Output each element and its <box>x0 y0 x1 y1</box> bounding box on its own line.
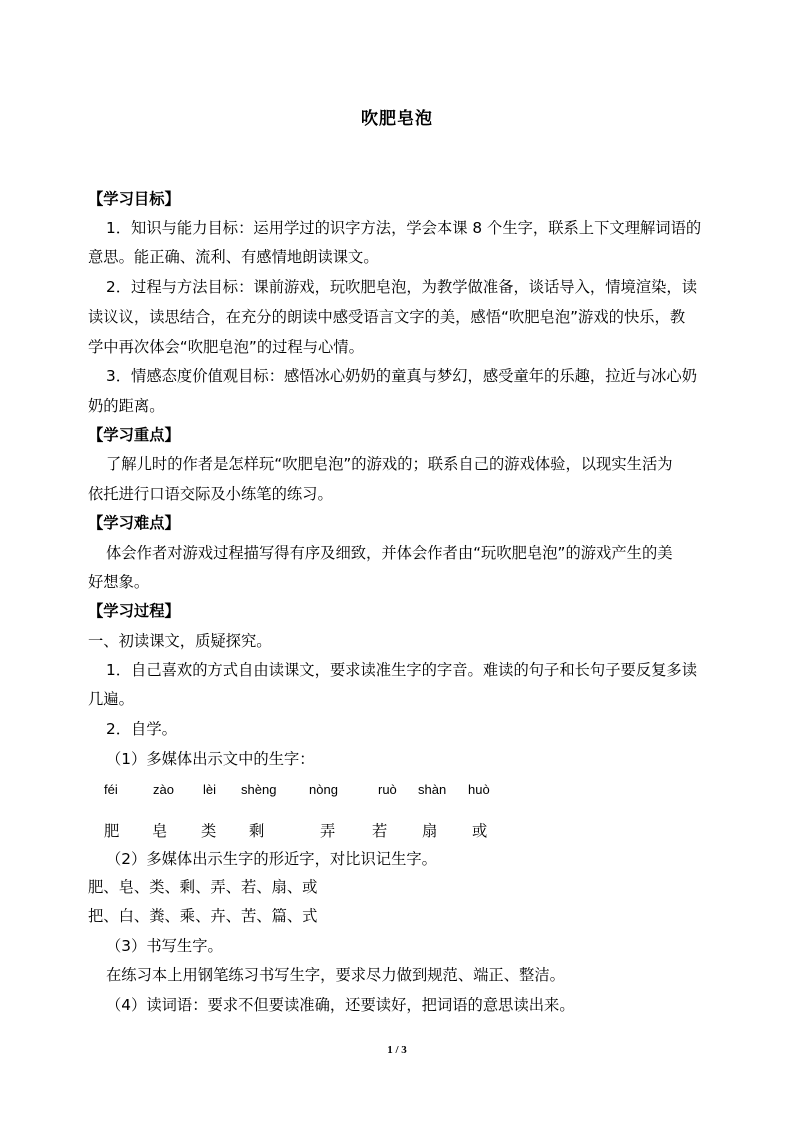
new-character: 剩 <box>249 822 265 840</box>
paragraph-line: 读议议，读思结合，在充分的朗读中感受语言文字的美，感悟“吹肥皂泡”游戏的快乐，教 <box>88 308 686 326</box>
paragraph-line: 学中再次体会“吹肥皂泡”的过程与心情。 <box>88 338 364 356</box>
pinyin-label: huò <box>468 782 490 797</box>
paragraph-line: 1．知识与能力目标：运用学过的识字方法，学会本课 8 个生字，联系上下文理解词语的 <box>106 219 702 237</box>
pinyin-label: féi <box>104 782 118 797</box>
heading-learning-goals: 【学习目标】 <box>88 190 180 208</box>
pinyin-label: zào <box>153 782 174 797</box>
paragraph-line: 把、白、粪、乘、卉、苦、篇、式 <box>88 907 318 925</box>
heading-difficulties: 【学习难点】 <box>88 514 180 532</box>
paragraph-line: 2．自学。 <box>106 720 177 738</box>
pinyin-label: lèi <box>203 782 217 797</box>
new-character: 弄 <box>320 822 336 840</box>
pinyin-label: nòng <box>309 782 338 797</box>
heading-key-points: 【学习重点】 <box>88 426 180 444</box>
paragraph-line: 了解儿时的作者是怎样玩“吹肥皂泡”的游戏的；联系自己的游戏体验，以现实生活为 <box>106 455 673 473</box>
paragraph-line: 体会作者对游戏过程描写得有序及细致，并体会作者由“玩吹肥皂泡”的游戏产生的美 <box>106 544 673 562</box>
paragraph-line: 几遍。 <box>88 690 134 708</box>
paragraph-line: 3．情感态度价值观目标：感悟冰心奶奶的童真与梦幻，感受童年的乐趣，拉近与冰心奶 <box>106 367 698 385</box>
paragraph-line: （3）书写生字。 <box>106 937 223 955</box>
paragraph-line: 肥、皂、类、剩、弄、若、扇、或 <box>88 878 318 896</box>
paragraph-line: 2．过程与方法目标：课前游戏，玩吹肥皂泡，为教学做准备，谈话导入，情境渲染，读 <box>106 278 698 296</box>
paragraph-line: （1）多媒体出示文中的生字： <box>106 750 315 768</box>
section-heading: 一、初读课文，质疑探究。 <box>88 632 272 650</box>
new-character: 皂 <box>152 822 168 840</box>
new-character: 或 <box>472 822 488 840</box>
paragraph-line: 意思。能正确、流利、有感情地朗读课文。 <box>88 248 379 266</box>
paragraph-line: （4）读词语：要求不但要读准确，还要读好，把词语的意思读出来。 <box>106 996 575 1014</box>
page-number: 1 / 3 <box>387 1044 407 1056</box>
paragraph-line: 奶的距离。 <box>88 397 165 415</box>
paragraph-line: （2）多媒体出示生字的形近字，对比识记生字。 <box>106 850 437 868</box>
new-character: 若 <box>372 822 388 840</box>
pinyin-label: ruò <box>378 782 397 797</box>
new-character: 类 <box>201 822 217 840</box>
pinyin-label: shàn <box>418 782 447 797</box>
new-character: 扇 <box>422 822 438 840</box>
new-character: 肥 <box>104 822 120 840</box>
paragraph-line: 在练习本上用钢笔练习书写生字，要求尽力做到规范、端正、整洁。 <box>106 966 565 984</box>
paragraph-line: 依托进行口语交际及小练笔的练习。 <box>88 485 333 503</box>
document-title: 吹肥皂泡 <box>361 109 433 129</box>
heading-learning-process: 【学习过程】 <box>88 602 180 620</box>
pinyin-label: shèng <box>241 782 277 797</box>
paragraph-line: 好想象。 <box>88 573 150 591</box>
paragraph-line: 1．自己喜欢的方式自由读课文，要求读准生字的字音。难读的句子和长句子要反复多读 <box>106 661 698 679</box>
